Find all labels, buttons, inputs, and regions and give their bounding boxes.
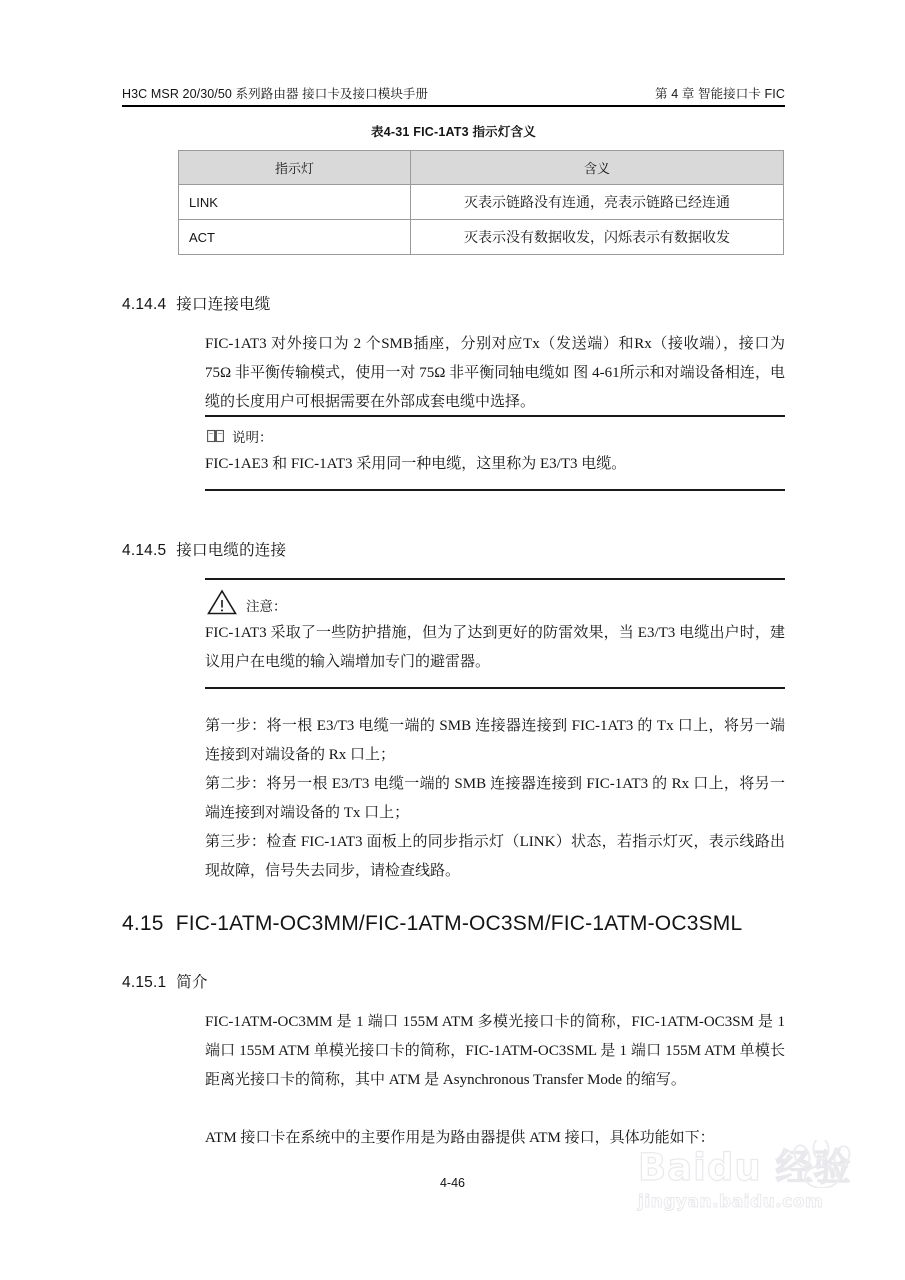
- heading-number: 4.15.1: [122, 974, 167, 991]
- caution-box: [205, 578, 785, 689]
- heading-4-14-5: [122, 538, 286, 560]
- heading-text: 接口连接电缆: [176, 296, 271, 313]
- heading-text: 接口电缆的连接: [176, 542, 287, 559]
- column-header-led: 指示灯: [179, 151, 411, 185]
- column-header-meaning: 含义: [411, 151, 784, 185]
- book-icon: [207, 429, 224, 443]
- cell-led-meaning: 灭表示链路没有连通，亮表示链路已经连通: [411, 185, 784, 220]
- heading-number: 4.15: [122, 912, 164, 935]
- table-header-row: [179, 151, 784, 185]
- heading-number: 4.14.5: [122, 542, 167, 559]
- heading-4-15-1: [122, 970, 208, 992]
- table-row: [179, 185, 784, 220]
- header-left-text: H3C MSR 20/30/50 系列路由器 接口卡及接口模块手册: [122, 87, 429, 101]
- cell-led-meaning: 灭表示没有数据收发，闪烁表示有数据收发: [411, 220, 784, 255]
- paragraph-4-15-1-b: ATM 接口卡在系统中的主要作用是为路由器提供 ATM 接口，具体功能如下：: [205, 1130, 715, 1146]
- heading-number: 4.14.4: [122, 296, 167, 313]
- watermark-url: jingyan.baidu.com: [638, 1192, 824, 1212]
- caution-header: [207, 589, 785, 615]
- table-caption: 表4-31 FIC-1AT3 指示灯含义: [371, 125, 536, 139]
- heading-4-14-4: [122, 292, 271, 314]
- step-one: 第一步：将一根 E3/T3 电缆一端的 SMB 连接器连接到 FIC-1AT3 的 Tx 口上，将另一端连接到对端设备的 Rx 口上；: [205, 718, 785, 763]
- page-number: 4-46: [439, 1176, 466, 1190]
- running-header: [122, 84, 785, 102]
- paragraph-4-15-1-a: FIC-1ATM-OC3MM 是 1 端口 155M ATM 多模光接口卡的简称，FIC-1ATM-OC3SM 是 1 端口 155M ATM 单模光接口卡的简称，FIC-1ATM-OC3SML 是 1 端口 155M ATM 单模长距离光接口卡的简称，其中 ATM 是 Asynchronous Transfer Mode 的缩写。: [205, 1014, 785, 1088]
- note-label: 说明：: [232, 430, 273, 445]
- header-divider: [122, 105, 785, 107]
- watermark-title: Baidu 经验: [638, 1146, 852, 1189]
- warning-triangle-icon: [207, 589, 237, 615]
- note-header: [207, 426, 785, 446]
- header-right-text: 第 4 章 智能接口卡 FIC: [655, 87, 785, 101]
- led-meaning-table: [178, 150, 784, 255]
- heading-text: FIC-1ATM-OC3MM/FIC-1ATM-OC3SM/FIC-1ATM-OC3SML: [175, 912, 743, 935]
- step-two: 第二步：将另一根 E3/T3 电缆一端的 SMB 连接器连接到 FIC-1AT3 的 Rx 口上，将另一端连接到对端设备的 Tx 口上；: [205, 776, 785, 821]
- note-box: [205, 415, 785, 491]
- step-three: 第三步：检查 FIC-1AT3 面板上的同步指示灯（LINK）状态，若指示灯灭，表示线路出现故障，信号失去同步，请检查线路。: [205, 834, 785, 879]
- cell-led-name: LINK: [179, 185, 411, 220]
- paragraph-4-14-4: FIC-1AT3 对外接口为 2 个SMB插座，分别对应Tx（发送端）和Rx（接收端），接口为 75Ω 非平衡传输模式，使用一对 75Ω 非平衡同轴电缆如 图 4-61所示和对端设备相连，电缆的长度用户可根据需要在外部成套电缆中选择。: [205, 336, 785, 410]
- cell-led-name: ACT: [179, 220, 411, 255]
- caution-body: FIC-1AT3 采取了一些防护措施，但为了达到更好的防雷效果，当 E3/T3 电缆出户时，建议用户在电缆的输入端增加专门的避雷器。: [205, 625, 785, 670]
- heading-text: 简介: [176, 974, 208, 991]
- heading-4-15: [122, 912, 742, 936]
- caution-label: 注意：: [246, 599, 287, 614]
- note-body: FIC-1AE3 和 FIC-1AT3 采用同一种电缆，这里称为 E3/T3 电缆。: [205, 456, 627, 472]
- table-row: [179, 220, 784, 255]
